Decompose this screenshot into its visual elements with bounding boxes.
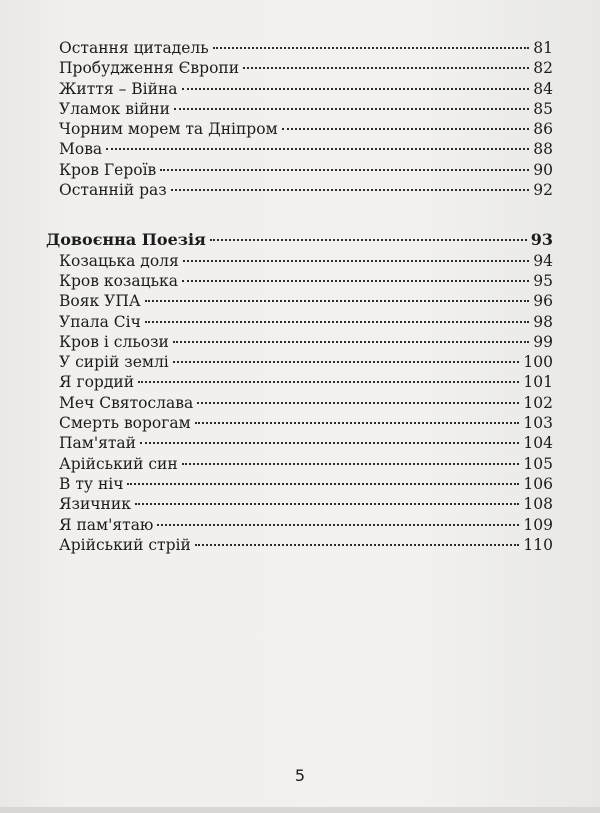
dot-leader <box>183 260 529 262</box>
toc-entry-title: Кров і сльози <box>59 332 169 351</box>
toc-entry-page: 90 <box>533 160 553 179</box>
toc-entry-page: 106 <box>523 474 553 493</box>
toc-entry <box>46 535 553 555</box>
dot-leader <box>182 88 530 90</box>
dot-leader <box>145 321 529 323</box>
toc-entry-page: 96 <box>533 292 553 311</box>
toc-entry <box>46 352 553 372</box>
toc-entry <box>46 312 553 332</box>
toc-entry-title: Меч Святослава <box>59 393 194 412</box>
dot-leader <box>138 381 519 383</box>
toc-entry <box>46 160 553 180</box>
toc-entry-page: 109 <box>523 515 553 534</box>
dot-leader <box>182 463 520 465</box>
section-heading-title: Довоєнна Поезія <box>46 230 206 250</box>
dot-leader <box>197 402 519 404</box>
toc-entry-page: 101 <box>523 373 553 392</box>
dot-leader <box>127 483 519 485</box>
toc-group-2 <box>46 251 553 555</box>
toc-entry-page: 88 <box>533 140 553 159</box>
toc-entry <box>46 251 553 271</box>
toc-entry-title: Життя – Війна <box>59 79 178 98</box>
toc-entry-title: Мова <box>59 140 103 159</box>
toc-entry-page: 102 <box>523 393 553 412</box>
dot-leader <box>210 239 527 241</box>
toc-entry-page: 92 <box>533 181 553 200</box>
toc-entry <box>46 474 553 494</box>
toc-entry <box>46 515 553 535</box>
toc-entry-page: 85 <box>533 99 553 118</box>
toc-entry-title: В ту ніч <box>59 474 124 493</box>
toc-entry-title: Чорним морем та Дніпром <box>59 120 278 139</box>
toc-entry <box>46 433 553 453</box>
toc-entry <box>46 99 553 119</box>
dot-leader <box>157 524 519 526</box>
toc-entry <box>46 291 553 311</box>
dot-leader <box>282 128 530 130</box>
toc-entry-title: Арійський син <box>59 454 178 473</box>
toc-entry <box>46 271 553 291</box>
toc-entry-title: Я пам'ятаю <box>59 515 154 534</box>
toc-entry-page: 98 <box>533 312 553 331</box>
dot-leader <box>174 108 529 110</box>
toc-entry <box>46 332 553 352</box>
toc-entry-title: Вояк УПА <box>59 292 141 311</box>
toc-entry <box>46 372 553 392</box>
toc-entry-page: 84 <box>533 79 553 98</box>
toc-entry-page: 105 <box>523 454 553 473</box>
section-heading-page: 93 <box>530 230 553 250</box>
toc-entry <box>46 180 553 200</box>
dot-leader <box>171 189 530 191</box>
dot-leader <box>173 361 520 363</box>
dot-leader <box>195 544 520 546</box>
toc-entry-title: У сирій землі <box>59 353 169 372</box>
toc-entry-page: 95 <box>533 271 553 290</box>
toc-entry-title: Смерть ворогам <box>59 414 191 433</box>
toc-entry-page: 81 <box>533 39 553 57</box>
toc-entry <box>46 393 553 413</box>
dot-leader <box>173 341 529 343</box>
toc-entry-title: Останній раз <box>59 181 167 200</box>
toc-entry-page: 104 <box>523 434 553 453</box>
toc-entry-title: Упала Січ <box>59 312 141 331</box>
toc-entry-page: 110 <box>523 535 553 554</box>
toc-entry <box>46 413 553 433</box>
toc-entry-page: 86 <box>533 120 553 139</box>
toc-entry-title: Язичник <box>59 495 131 514</box>
dot-leader <box>140 442 519 444</box>
toc-entry-title: Кров козацька <box>59 271 178 290</box>
toc-entry-title: Арійський стрій <box>59 535 191 554</box>
table-of-contents <box>46 38 553 555</box>
dot-leader <box>135 503 520 505</box>
toc-entry-page: 100 <box>523 353 553 372</box>
dot-leader <box>195 422 520 424</box>
dot-leader <box>160 169 529 171</box>
toc-entry-page: 99 <box>533 332 553 351</box>
toc-entry-page: 94 <box>533 251 553 270</box>
dot-leader <box>106 148 529 150</box>
toc-entry-title: Пам'ятай <box>59 434 137 453</box>
toc-entry <box>46 79 553 99</box>
toc-entry-title: Я гордий <box>59 373 135 392</box>
toc-entry <box>46 454 553 474</box>
toc-section-heading <box>46 230 553 250</box>
toc-entry-title: Кров Героїв <box>59 160 157 179</box>
toc-entry-title: Уламок війни <box>59 99 170 118</box>
toc-entry <box>46 58 553 78</box>
page-number: 5 <box>294 766 306 785</box>
dot-leader <box>145 300 530 302</box>
toc-entry <box>46 119 553 139</box>
dot-leader <box>243 67 529 69</box>
toc-entry-page: 108 <box>523 495 553 514</box>
toc-entry-page: 103 <box>523 414 553 433</box>
toc-entry-title: Козацька доля <box>59 251 179 270</box>
toc-entry-title: Остання цитадель <box>59 39 209 57</box>
toc-entry-title: Пробудження Європи <box>59 59 240 78</box>
dot-leader <box>182 280 529 282</box>
toc-entry <box>46 139 553 159</box>
dot-leader <box>213 47 530 49</box>
toc-entry <box>46 494 553 514</box>
toc-group-1 <box>46 38 553 200</box>
toc-entry-page: 82 <box>533 59 553 78</box>
toc-entry <box>46 38 553 58</box>
